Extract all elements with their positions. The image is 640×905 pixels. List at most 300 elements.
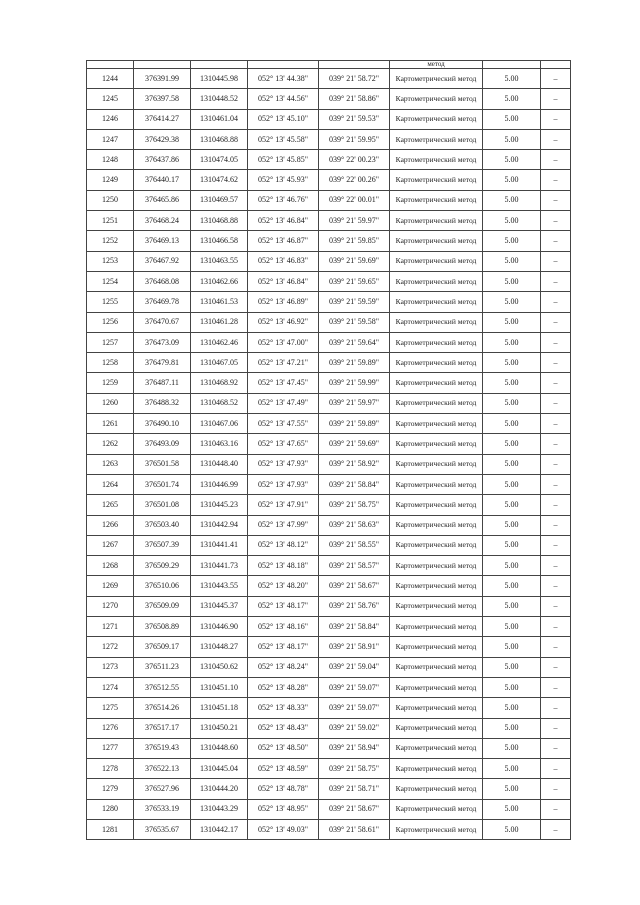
table-row (87, 495, 571, 515)
point-number-cell: 1268 (87, 556, 134, 576)
accuracy-cell: 5.00 (483, 251, 541, 271)
coord-x-cell: 376470.67 (134, 312, 191, 332)
coord-x-cell: 376522.13 (134, 759, 191, 779)
coord-x-cell: 376501.58 (134, 454, 191, 474)
latitude-cell: 052° 13' 48.16" (248, 617, 319, 637)
note-cell: – (541, 637, 571, 657)
table-row (87, 556, 571, 576)
longitude-cell: 039° 21' 59.99" (319, 373, 390, 393)
coord-x-cell: 376519.43 (134, 738, 191, 758)
coord-y-cell: 1310443.29 (191, 799, 248, 819)
table-row (87, 129, 571, 149)
point-number-cell: 1258 (87, 353, 134, 373)
coordinates-table-page (86, 60, 571, 840)
coord-y-cell: 1310445.37 (191, 596, 248, 616)
longitude-cell: 039° 21' 59.89" (319, 414, 390, 434)
continued-row (87, 61, 571, 69)
coord-x-cell: 376414.27 (134, 109, 191, 129)
accuracy-cell: 5.00 (483, 515, 541, 535)
longitude-cell: 039° 21' 59.97" (319, 393, 390, 413)
table-row (87, 373, 571, 393)
latitude-cell: 052° 13' 48.43" (248, 718, 319, 738)
table-row (87, 677, 571, 697)
coord-y-cell: 1310463.55 (191, 251, 248, 271)
coord-y-cell: 1310468.88 (191, 211, 248, 231)
note-cell: – (541, 393, 571, 413)
table-row (87, 454, 571, 474)
longitude-cell: 039° 21' 59.85" (319, 231, 390, 251)
coord-x-cell: 376429.38 (134, 129, 191, 149)
note-cell: – (541, 292, 571, 312)
latitude-cell: 052° 13' 48.18" (248, 556, 319, 576)
coord-y-cell: 1310450.21 (191, 718, 248, 738)
method-cell: Картометрический метод (390, 576, 483, 596)
latitude-cell: 052° 13' 47.93" (248, 474, 319, 494)
longitude-cell: 039° 22' 00.23" (319, 150, 390, 170)
method-cell: Картометрический метод (390, 515, 483, 535)
longitude-cell: 039° 21' 59.59" (319, 292, 390, 312)
method-cell: Картометрический метод (390, 211, 483, 231)
method-cell: Картометрический метод (390, 109, 483, 129)
coord-x-cell: 376527.96 (134, 779, 191, 799)
coord-x-cell: 376533.19 (134, 799, 191, 819)
accuracy-cell: 5.00 (483, 211, 541, 231)
coord-y-cell: 1310468.88 (191, 129, 248, 149)
note-cell: – (541, 69, 571, 89)
point-number-cell: 1248 (87, 150, 134, 170)
note-cell: – (541, 312, 571, 332)
point-number-cell: 1269 (87, 576, 134, 596)
note-cell: – (541, 170, 571, 190)
latitude-cell: 052° 13' 48.78" (248, 779, 319, 799)
note-cell: – (541, 495, 571, 515)
latitude-cell: 052° 13' 47.99" (248, 515, 319, 535)
method-cell: Картометрический метод (390, 69, 483, 89)
accuracy-cell: 5.00 (483, 414, 541, 434)
accuracy-cell: 5.00 (483, 779, 541, 799)
coord-y-cell: 1310448.27 (191, 637, 248, 657)
note-cell: – (541, 738, 571, 758)
method-cell: Картометрический метод (390, 556, 483, 576)
method-cell: Картометрический метод (390, 535, 483, 555)
table-row (87, 759, 571, 779)
table-row (87, 434, 571, 454)
method-cell: Картометрический метод (390, 474, 483, 494)
coord-y-cell: 1310469.57 (191, 190, 248, 210)
table-row (87, 779, 571, 799)
longitude-cell: 039° 21' 58.75" (319, 495, 390, 515)
latitude-cell: 052° 13' 45.85" (248, 150, 319, 170)
accuracy-cell: 5.00 (483, 170, 541, 190)
point-number-cell: 1244 (87, 69, 134, 89)
longitude-cell: 039° 21' 59.89" (319, 353, 390, 373)
note-cell: – (541, 150, 571, 170)
coord-x-cell: 376479.81 (134, 353, 191, 373)
method-cell: Картометрический метод (390, 292, 483, 312)
longitude-cell: 039° 21' 58.94" (319, 738, 390, 758)
point-number-cell: 1245 (87, 89, 134, 109)
latitude-cell: 052° 13' 46.87" (248, 231, 319, 251)
coord-y-cell: 1310461.28 (191, 312, 248, 332)
accuracy-cell: 5.00 (483, 738, 541, 758)
point-number-cell: 1255 (87, 292, 134, 312)
longitude-cell: 039° 21' 58.67" (319, 799, 390, 819)
longitude-cell: 039° 21' 59.69" (319, 251, 390, 271)
coord-y-cell: 1310451.18 (191, 698, 248, 718)
note-cell: – (541, 698, 571, 718)
coord-y-cell: 1310451.10 (191, 677, 248, 697)
method-cell: Картометрический метод (390, 454, 483, 474)
accuracy-cell: 5.00 (483, 819, 541, 839)
longitude-cell: 039° 21' 59.95" (319, 129, 390, 149)
note-cell: – (541, 434, 571, 454)
coord-y-cell: 1310450.62 (191, 657, 248, 677)
method-cell: Картометрический метод (390, 414, 483, 434)
point-number-cell: 1266 (87, 515, 134, 535)
coord-y-cell: 1310448.52 (191, 89, 248, 109)
latitude-cell: 052° 13' 48.95" (248, 799, 319, 819)
accuracy-cell: 5.00 (483, 190, 541, 210)
method-cell: Картометрический метод (390, 332, 483, 352)
note-cell: – (541, 414, 571, 434)
table-row (87, 150, 571, 170)
note-cell: – (541, 515, 571, 535)
latitude-cell: 052° 13' 48.20" (248, 576, 319, 596)
table-row (87, 231, 571, 251)
point-number-cell: 1253 (87, 251, 134, 271)
table-row (87, 535, 571, 555)
accuracy-cell: 5.00 (483, 637, 541, 657)
point-number-cell: 1265 (87, 495, 134, 515)
point-number-cell: 1252 (87, 231, 134, 251)
accuracy-cell: 5.00 (483, 454, 541, 474)
latitude-cell: 052° 13' 47.65" (248, 434, 319, 454)
coord-y-cell: 1310467.06 (191, 414, 248, 434)
table-row (87, 332, 571, 352)
coord-x-cell: 376517.17 (134, 718, 191, 738)
coord-x-cell: 376535.67 (134, 819, 191, 839)
method-cell: Картометрический метод (390, 718, 483, 738)
table-row (87, 109, 571, 129)
table-row (87, 576, 571, 596)
coord-x-cell: 376511.23 (134, 657, 191, 677)
table-row (87, 637, 571, 657)
method-cell: Картометрический метод (390, 434, 483, 454)
coord-x-cell: 376501.74 (134, 474, 191, 494)
coord-y-cell: 1310474.62 (191, 170, 248, 190)
accuracy-cell: 5.00 (483, 799, 541, 819)
point-number-cell: 1250 (87, 190, 134, 210)
table-row (87, 251, 571, 271)
latitude-cell: 052° 13' 47.45" (248, 373, 319, 393)
longitude-cell: 039° 21' 59.69" (319, 434, 390, 454)
method-cell: Картометрический метод (390, 190, 483, 210)
note-cell: – (541, 759, 571, 779)
longitude-cell: 039° 21' 58.71" (319, 779, 390, 799)
accuracy-cell: 5.00 (483, 393, 541, 413)
latitude-cell: 052° 13' 48.17" (248, 637, 319, 657)
longitude-cell: 039° 21' 59.07" (319, 698, 390, 718)
coord-y-cell: 1310466.58 (191, 231, 248, 251)
point-number-cell: 1278 (87, 759, 134, 779)
accuracy-cell: 5.00 (483, 718, 541, 738)
coord-x-cell: 376465.86 (134, 190, 191, 210)
accuracy-cell: 5.00 (483, 89, 541, 109)
coord-y-cell: 1310468.92 (191, 373, 248, 393)
method-cell: Картометрический метод (390, 738, 483, 758)
coord-x-cell: 376467.92 (134, 251, 191, 271)
note-cell: – (541, 231, 571, 251)
latitude-cell: 052° 13' 46.84" (248, 211, 319, 231)
accuracy-cell: 5.00 (483, 271, 541, 291)
note-cell: – (541, 819, 571, 839)
note-cell: – (541, 353, 571, 373)
coord-x-cell: 376468.24 (134, 211, 191, 231)
latitude-cell: 052° 13' 48.12" (248, 535, 319, 555)
method-cell: Картометрический метод (390, 617, 483, 637)
latitude-cell: 052° 13' 48.28" (248, 677, 319, 697)
coordinates-table (86, 60, 571, 840)
point-number-cell: 1273 (87, 657, 134, 677)
coord-y-cell: 1310442.17 (191, 819, 248, 839)
point-number-cell: 1262 (87, 434, 134, 454)
accuracy-cell: 5.00 (483, 596, 541, 616)
method-cell: Картометрический метод (390, 170, 483, 190)
longitude-cell: 039° 21' 59.04" (319, 657, 390, 677)
latitude-cell: 052° 13' 48.50" (248, 738, 319, 758)
point-number-cell: 1247 (87, 129, 134, 149)
longitude-cell: 039° 21' 58.72" (319, 69, 390, 89)
coord-x-cell: 376508.89 (134, 617, 191, 637)
point-number-cell: 1277 (87, 738, 134, 758)
point-number-cell: 1246 (87, 109, 134, 129)
method-cell: Картометрический метод (390, 129, 483, 149)
note-cell: – (541, 799, 571, 819)
coord-y-cell: 1310446.99 (191, 474, 248, 494)
longitude-cell: 039° 22' 00.01" (319, 190, 390, 210)
coord-y-cell: 1310448.60 (191, 738, 248, 758)
coord-x-cell: 376503.40 (134, 515, 191, 535)
accuracy-cell: 5.00 (483, 292, 541, 312)
coord-x-cell: 376473.09 (134, 332, 191, 352)
note-cell: – (541, 556, 571, 576)
latitude-cell: 052° 13' 45.10" (248, 109, 319, 129)
table-row (87, 799, 571, 819)
coord-x-cell: 376514.26 (134, 698, 191, 718)
method-cell: Картометрический метод (390, 251, 483, 271)
coord-x-cell: 376507.39 (134, 535, 191, 555)
longitude-cell: 039° 21' 58.75" (319, 759, 390, 779)
longitude-cell: 039° 21' 59.07" (319, 677, 390, 697)
point-number-cell: 1251 (87, 211, 134, 231)
longitude-cell: 039° 21' 58.84" (319, 474, 390, 494)
note-cell: – (541, 332, 571, 352)
table-row (87, 657, 571, 677)
method-cell: Картометрический метод (390, 495, 483, 515)
accuracy-cell: 5.00 (483, 353, 541, 373)
coord-y-cell: 1310445.23 (191, 495, 248, 515)
table-row (87, 69, 571, 89)
point-number-cell: 1259 (87, 373, 134, 393)
point-number-cell: 1275 (87, 698, 134, 718)
point-number-cell: 1254 (87, 271, 134, 291)
latitude-cell: 052° 13' 45.58" (248, 129, 319, 149)
method-cell: Картометрический метод (390, 698, 483, 718)
note-cell: – (541, 718, 571, 738)
table-row (87, 353, 571, 373)
accuracy-cell: 5.00 (483, 69, 541, 89)
point-number-cell: 1267 (87, 535, 134, 555)
coord-x-cell: 376509.17 (134, 637, 191, 657)
accuracy-cell: 5.00 (483, 535, 541, 555)
accuracy-cell: 5.00 (483, 677, 541, 697)
table-row (87, 596, 571, 616)
coord-x-cell: 376469.78 (134, 292, 191, 312)
coord-y-cell: 1310474.05 (191, 150, 248, 170)
latitude-cell: 052° 13' 47.49" (248, 393, 319, 413)
latitude-cell: 052° 13' 46.89" (248, 292, 319, 312)
point-number-cell: 1280 (87, 799, 134, 819)
point-number-cell: 1263 (87, 454, 134, 474)
coord-y-cell: 1310445.04 (191, 759, 248, 779)
method-cell: Картометрический метод (390, 271, 483, 291)
longitude-cell: 039° 21' 58.67" (319, 576, 390, 596)
coord-x-cell: 376440.17 (134, 170, 191, 190)
table-row (87, 474, 571, 494)
note-cell: – (541, 596, 571, 616)
latitude-cell: 052° 13' 47.21" (248, 353, 319, 373)
accuracy-cell: 5.00 (483, 474, 541, 494)
table-row (87, 312, 571, 332)
latitude-cell: 052° 13' 44.38" (248, 69, 319, 89)
coord-y-cell: 1310468.52 (191, 393, 248, 413)
coord-y-cell: 1310448.40 (191, 454, 248, 474)
longitude-cell: 039° 21' 59.02" (319, 718, 390, 738)
note-cell: – (541, 251, 571, 271)
point-number-cell: 1276 (87, 718, 134, 738)
latitude-cell: 052° 13' 46.84" (248, 271, 319, 291)
method-cell: Картометрический метод (390, 657, 483, 677)
longitude-cell: 039° 21' 59.58" (319, 312, 390, 332)
table-row (87, 211, 571, 231)
accuracy-cell: 5.00 (483, 556, 541, 576)
point-number-cell: 1274 (87, 677, 134, 697)
note-cell: – (541, 657, 571, 677)
longitude-cell: 039° 21' 58.57" (319, 556, 390, 576)
accuracy-cell: 5.00 (483, 109, 541, 129)
latitude-cell: 052° 13' 48.17" (248, 596, 319, 616)
coord-x-cell: 376397.58 (134, 89, 191, 109)
longitude-cell: 039° 21' 58.91" (319, 637, 390, 657)
latitude-cell: 052° 13' 47.00" (248, 332, 319, 352)
latitude-cell: 052° 13' 48.33" (248, 698, 319, 718)
latitude-cell: 052° 13' 44.56" (248, 89, 319, 109)
coord-x-cell: 376501.08 (134, 495, 191, 515)
table-row (87, 190, 571, 210)
accuracy-cell: 5.00 (483, 434, 541, 454)
point-number-cell: 1279 (87, 779, 134, 799)
table-row (87, 414, 571, 434)
table-row (87, 819, 571, 839)
accuracy-cell: 5.00 (483, 495, 541, 515)
method-cell: Картометрический метод (390, 677, 483, 697)
table-row (87, 271, 571, 291)
accuracy-cell: 5.00 (483, 759, 541, 779)
point-number-cell: 1257 (87, 332, 134, 352)
coord-y-cell: 1310441.73 (191, 556, 248, 576)
latitude-cell: 052° 13' 47.91" (248, 495, 319, 515)
point-number-cell: 1272 (87, 637, 134, 657)
note-cell: – (541, 535, 571, 555)
note-cell: – (541, 129, 571, 149)
longitude-cell: 039° 21' 59.53" (319, 109, 390, 129)
coord-y-cell: 1310444.20 (191, 779, 248, 799)
note-cell: – (541, 373, 571, 393)
accuracy-cell: 5.00 (483, 231, 541, 251)
method-cell: Картометрический метод (390, 759, 483, 779)
accuracy-cell: 5.00 (483, 332, 541, 352)
longitude-cell: 039° 21' 58.86" (319, 89, 390, 109)
method-cell: Картометрический метод (390, 373, 483, 393)
longitude-cell: 039° 21' 58.92" (319, 454, 390, 474)
table-row (87, 170, 571, 190)
method-cell: Картометрический метод (390, 799, 483, 819)
point-number-cell: 1249 (87, 170, 134, 190)
latitude-cell: 052° 13' 47.55" (248, 414, 319, 434)
table-row (87, 515, 571, 535)
coord-y-cell: 1310462.46 (191, 332, 248, 352)
longitude-cell: 039° 21' 58.61" (319, 819, 390, 839)
method-cell: Картометрический метод (390, 393, 483, 413)
method-continuation: метод (390, 61, 483, 69)
accuracy-cell: 5.00 (483, 150, 541, 170)
coord-x-cell: 376512.55 (134, 677, 191, 697)
note-cell: – (541, 271, 571, 291)
point-number-cell: 1264 (87, 474, 134, 494)
latitude-cell: 052° 13' 48.24" (248, 657, 319, 677)
note-cell: – (541, 576, 571, 596)
point-number-cell: 1260 (87, 393, 134, 413)
method-cell: Картометрический метод (390, 779, 483, 799)
coord-x-cell: 376487.11 (134, 373, 191, 393)
latitude-cell: 052° 13' 49.03" (248, 819, 319, 839)
coord-x-cell: 376469.13 (134, 231, 191, 251)
method-cell: Картометрический метод (390, 637, 483, 657)
table-row (87, 393, 571, 413)
latitude-cell: 052° 13' 47.93" (248, 454, 319, 474)
latitude-cell: 052° 13' 46.83" (248, 251, 319, 271)
method-cell: Картометрический метод (390, 353, 483, 373)
accuracy-cell: 5.00 (483, 698, 541, 718)
coord-x-cell: 376488.32 (134, 393, 191, 413)
coord-x-cell: 376468.08 (134, 271, 191, 291)
longitude-cell: 039° 21' 58.76" (319, 596, 390, 616)
coord-y-cell: 1310467.05 (191, 353, 248, 373)
latitude-cell: 052° 13' 45.93" (248, 170, 319, 190)
note-cell: – (541, 109, 571, 129)
latitude-cell: 052° 13' 48.59" (248, 759, 319, 779)
note-cell: – (541, 89, 571, 109)
longitude-cell: 039° 21' 59.97" (319, 211, 390, 231)
longitude-cell: 039° 22' 00.26" (319, 170, 390, 190)
coord-y-cell: 1310442.94 (191, 515, 248, 535)
note-cell: – (541, 617, 571, 637)
coord-y-cell: 1310461.53 (191, 292, 248, 312)
method-cell: Картометрический метод (390, 312, 483, 332)
longitude-cell: 039° 21' 58.63" (319, 515, 390, 535)
coord-x-cell: 376391.99 (134, 69, 191, 89)
coord-x-cell: 376490.10 (134, 414, 191, 434)
